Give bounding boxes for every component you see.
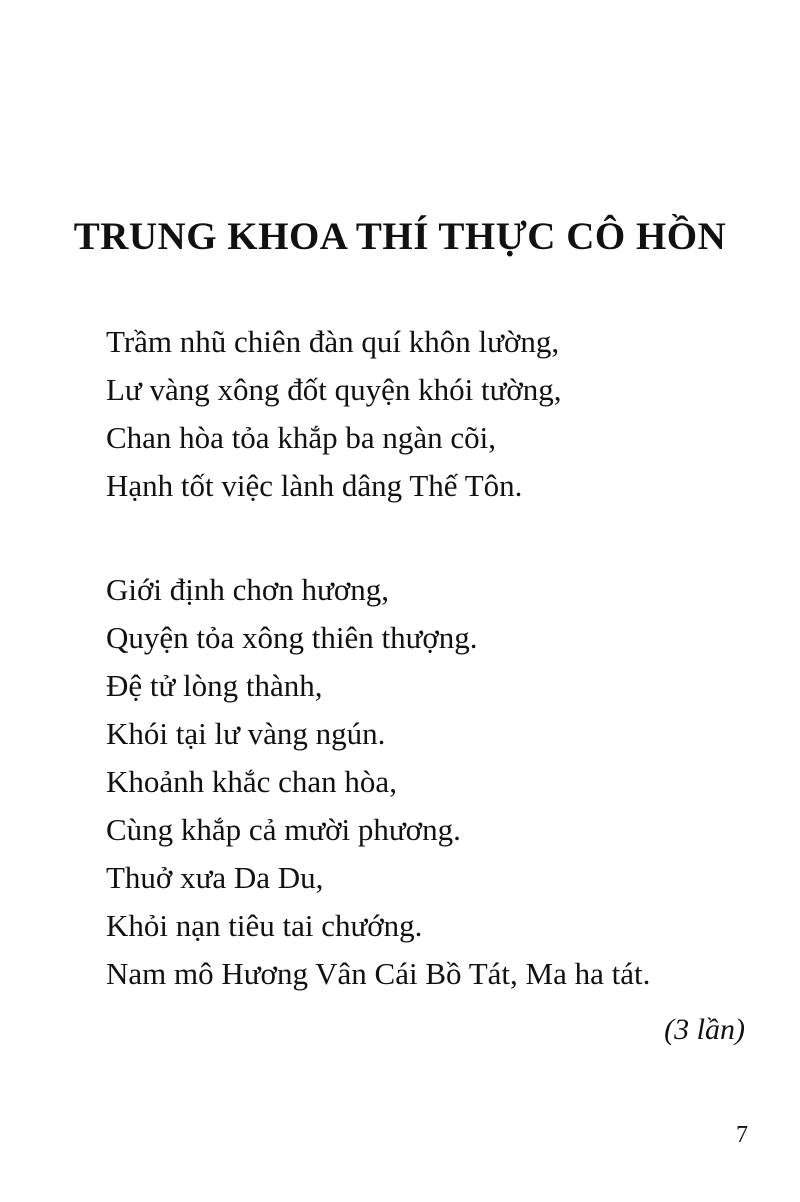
verse-line: Quyện tỏa xông thiên thượng.	[106, 620, 478, 655]
verse-line: Khỏi nạn tiêu tai chướng.	[106, 908, 423, 943]
verse-line: Khói tại lư vàng ngún.	[106, 716, 386, 751]
verse-line: Khoảnh khắc chan hòa,	[106, 764, 397, 799]
verse-stanza-2	[106, 566, 650, 998]
repeat-note: (3 lần)	[664, 1013, 745, 1046]
verse-line: Nam mô Hương Vân Cái Bồ Tát, Ma ha tát.	[106, 956, 651, 991]
verse-line: Trầm nhũ chiên đàn quí khôn lường,	[106, 324, 560, 359]
page-number: 7	[736, 1122, 748, 1148]
verse-line: Chan hòa tỏa khắp ba ngàn cõi,	[106, 420, 496, 455]
page-title: TRUNG KHOA THÍ THỰC CÔ HỒN	[73, 215, 727, 258]
verse-line: Lư vàng xông đốt quyện khói tường,	[106, 372, 562, 407]
verse-stanza-1	[106, 318, 562, 510]
verse-line: Đệ tử lòng thành,	[106, 668, 323, 703]
verse-line: Cùng khắp cả mười phương.	[106, 812, 461, 847]
verse-line: Thuở xưa Da Du,	[106, 860, 324, 895]
verse-line: Hạnh tốt việc lành dâng Thế Tôn.	[106, 468, 523, 503]
verse-line: Giới định chơn hương,	[106, 572, 389, 607]
